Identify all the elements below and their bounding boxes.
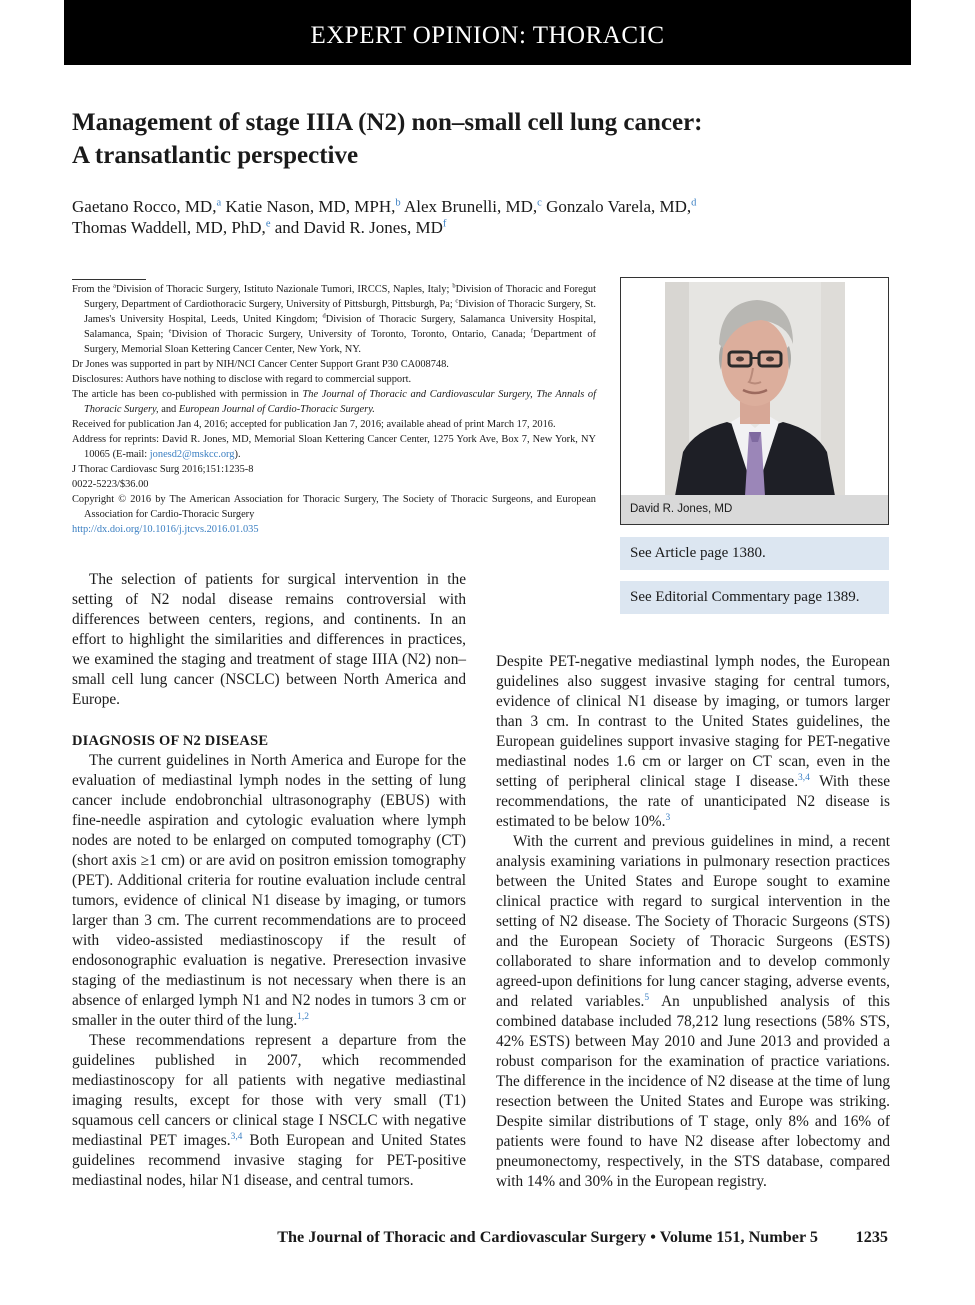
affil-sup: d (322, 312, 326, 320)
reference-link[interactable]: 3 (665, 812, 671, 823)
author-name: Alex Brunelli, MD, (400, 197, 538, 216)
affil-sup: a (113, 282, 117, 290)
footnote-affiliations (72, 282, 596, 357)
footnote-support: Dr Jones was supported in part by NIH/NCI Cancer Center Support Grant P30 CA008748. (72, 359, 449, 370)
paragraph-text: With these recommendations, the rate of unanticipated N2 disease is estimated to be below 10%. (496, 773, 890, 830)
footnote-copyright: Copyright © 2016 by The American Association for Thoracic Surgery, The Society of Thoracic Surgeons, and European Association for Cardio-Thoracic Surgery (72, 494, 596, 520)
paragraph-text: Despite PET-negative mediastinal lymph nodes, the European guidelines also suggest invasive staging for central tumors, evidence of clinical N1 disease by imaging, or tumors larger than 3 cm. In contrast to the United States guidelines, the European guidelines support invasive staging for PET-negative mediastinal nodes 1.6 cm or larger on CT scan, even in the setting of peripheral clinical stage I disease. (496, 653, 890, 790)
author-affil-sup[interactable]: d (691, 197, 697, 209)
author-list (72, 196, 912, 238)
doi-link[interactable]: http://dx.doi.org/10.1016/j.jtcvs.2016.01.035 (72, 524, 259, 535)
affiliation-c: Division of Thoracic Surgery, St. James's University Hospital, Leeds, United Kingdom; (84, 299, 596, 325)
affil-sup: f (530, 327, 534, 335)
author-photo-box (620, 277, 889, 525)
reference-link[interactable]: 3,4 (798, 772, 810, 783)
intro-paragraph: The selection of patients for surgical intervention in the setting of N2 nodal disease remains controversial with differences between centers, regions, and continents. In an effort to highlight the similarities and differences in practices, we examined the staging and treatment of stage IIIA (N2) non–small cell lung cancer (NSCLC) between North America and Europe. (72, 571, 466, 708)
paragraph-text: These recommendations represent a departure from the guidelines published in 2007, which recommended mediastinoscopy for all patients with negative mediastinal imaging results, except for those with very small (T1) squamous cell cancers or clinical stage I NSCLC with negative mediastinal PET images. (72, 1032, 466, 1149)
right-column (496, 652, 890, 1192)
author-line-2 (72, 217, 912, 238)
see-editorial-link[interactable]: See Editorial Commentary page 1389. (620, 581, 889, 614)
footnote-issn: 0022-5223/$36.00 (72, 479, 149, 490)
article-title (72, 106, 872, 172)
journal-footer: The Journal of Thoracic and Cardiovascular Surgery • Volume 151, Number 5 (277, 1228, 818, 1246)
reprints-lead: Address for reprints: David R. Jones, MD, Memorial Sloan Kettering Cancer Center, 1275 York Ave, Box 7, New York, NY 10065 (E-mail: (72, 434, 596, 460)
reference-link[interactable]: 1,2 (297, 1011, 309, 1022)
author-affil-sup[interactable]: a (216, 197, 222, 209)
author-name: and David R. Jones, MD (270, 218, 443, 237)
affil-sup: b (452, 282, 456, 290)
page-number: 1235 (855, 1228, 888, 1246)
author-name: Gonzalo Varela, MD, (541, 197, 692, 216)
affiliations-lead: From the (72, 284, 114, 295)
copub-lead: The article has been co-published with permission in (72, 389, 303, 400)
body-paragraph (72, 1031, 466, 1191)
affil-sup: e (168, 327, 172, 335)
affil-sup: c (455, 297, 459, 305)
body-paragraph (72, 751, 466, 1031)
author-portrait-photo (665, 282, 845, 496)
affiliation-e: Division of Thoracic Surgery, University of Toronto, Toronto, Ontario, Canada; (171, 329, 531, 340)
author-name: Gaetano Rocco, MD, (72, 197, 217, 216)
portrait-illustration (665, 282, 845, 496)
author-affil-sup[interactable]: e (265, 218, 271, 230)
photo-caption: David R. Jones, MD (621, 495, 888, 524)
footnote-disclosures: Disclosures: Authors have nothing to disclose with regard to commercial support. (72, 374, 412, 385)
footnote-divider (72, 279, 146, 280)
paragraph-text: Both European and United States guidelines recommend invasive staging for PET-positive mediastinal nodes, hilar N1 disease, and central tumors. (72, 1132, 466, 1189)
author-name: Katie Nason, MD, MPH, (221, 197, 396, 216)
paragraph-text: An unpublished analysis of this combined database included 78,212 lung resections (58% STS, 42% ESTS) between May 2010 and June 2013 and provided a robust comparison for the examination of practice variations. The difference in the incidence of N2 disease at the time of lung resection between the United States and Europe was striking. Despite similar distributions of T stage, only 8% and 16% of patients were found to have N2 disease after lobectomy and pneumonectomy, respectively, in the STS database, compared with 14% and 30% in the European registry. (496, 993, 890, 1190)
reprints-email-link[interactable]: jonesd2@mskcc.org (149, 449, 235, 460)
reference-link[interactable]: 3,4 (230, 1131, 243, 1142)
author-name: Thomas Waddell, MD, PhD, (72, 218, 266, 237)
paragraph-text: With the current and previous guidelines in mind, a recent analysis examining variations in pulmonary resection practices between the United States and Europe sought to examine clinical practice with regard to surgical intervention in the setting of N2 disease. The Society of Thoracic Surgeons (STS) and the European Society of Thoracic Surgeons (ESTS) collaborated to share information and to develop commonly agreed-upon definitions for lung cancer staging, adverse events, and related variables. (496, 833, 890, 1010)
title-line-1: Management of stage IIIA (N2) non–small cell lung cancer: (72, 109, 703, 136)
see-article-link[interactable]: See Article page 1380. (620, 537, 889, 570)
author-affil-sup[interactable]: c (537, 197, 542, 209)
left-column (72, 570, 466, 1191)
copub-journal: European Journal of Cardio-Thoracic Surgery. (178, 404, 375, 415)
author-affil-sup[interactable]: b (395, 197, 401, 209)
author-line-1 (72, 196, 912, 217)
affiliation-d: Division of Thoracic Surgery, Salamanca University Hospital, Salamanca, Spain; (84, 314, 596, 340)
paragraph-text: The current guidelines in North America and Europe for the evaluation of mediastinal lymph nodes in the setting of lung cancer include endobronchial ultrasonography (EBUS) with fine-needle aspiration and cytologic evaluation where lymph nodes are noted to be enlarged on computed tomography (CT) (short axis ≥1 cm) or are avid on positron emission tomography (PET). Additional criteria for routine evaluation include central tumors, evidence of clinical N1 disease by imaging, or tumors larger than 3 cm. The current recommendations are to proceed with video-assisted mediastinoscopy if the result of endosonographic evaluation is negative. Preresection invasive staging of the mediastinum is not necessary when there is an absence of enlarged lymph N1 and N2 nodes in tumors 3 cm or smaller in the outer third of the lung. (72, 752, 466, 1029)
footnote-reprints (72, 432, 596, 462)
footnote-citation: J Thorac Cardiovasc Surg 2016;151:1235-8 (72, 464, 254, 475)
title-line-2: A transatlantic perspective (72, 142, 359, 169)
footnote-copublished (72, 387, 596, 417)
affiliation-a: Division of Thoracic Surgery, Istituto Nazionale Tumori, IRCCS, Naples, Italy; (116, 284, 453, 295)
reprints-tail: ). (234, 449, 241, 460)
footnote-received: Received for publication Jan 4, 2016; accepted for publication Jan 7, 2016; available ahead of print March 17, 2016. (72, 419, 556, 430)
copub-journals: The Journal of Thoracic and Cardiovascular Surgery, The Annals of Thoracic Surgery, (84, 389, 597, 415)
body-paragraph (496, 652, 890, 832)
reference-link[interactable]: 5 (644, 992, 650, 1003)
footnotes-block (72, 282, 596, 537)
section-heading: DIAGNOSIS OF N2 DISEASE (72, 733, 269, 749)
copub-and: and (158, 404, 179, 415)
author-affil-sup[interactable]: f (442, 218, 447, 230)
affiliation-b: Division of Thoracic and Foregut Surgery, Department of Cardiothoracic Surgery, University of Pittsburgh, Pittsburgh, Pa; (84, 284, 596, 310)
body-paragraph (496, 832, 890, 1192)
affiliation-f: Department of Surgery, Memorial Sloan Kettering Cancer Center, New York, NY. (84, 329, 596, 355)
section-banner: EXPERT OPINION: THORACIC (64, 0, 911, 65)
